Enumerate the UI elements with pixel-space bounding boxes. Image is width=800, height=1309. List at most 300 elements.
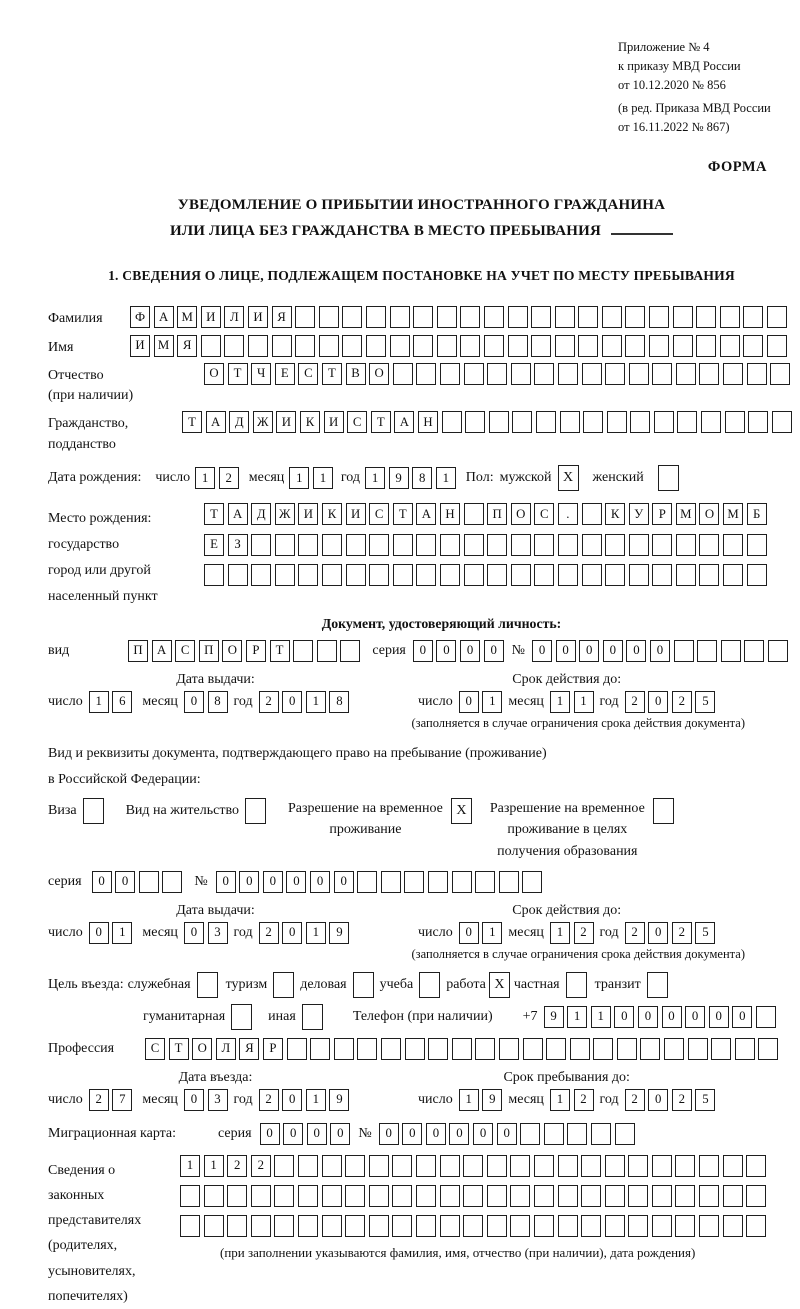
char-cell[interactable] [440,564,460,586]
char-cell[interactable] [440,363,460,385]
char-cell[interactable] [654,411,674,433]
char-cell[interactable] [511,534,531,556]
char-cell[interactable]: 0 [473,1123,493,1145]
char-cell[interactable] [345,1215,365,1237]
purpose-official-checkbox[interactable] [197,972,218,998]
char-cell[interactable] [298,534,318,556]
char-cell[interactable] [295,306,315,328]
purpose-humanitarian-checkbox[interactable] [231,1004,252,1030]
char-cell[interactable]: В [346,363,366,385]
char-cell[interactable] [428,1038,448,1060]
char-cell[interactable] [558,534,578,556]
char-cell[interactable] [464,534,484,556]
char-cell[interactable]: 1 [306,691,326,713]
char-cell[interactable] [251,1185,271,1207]
char-cell[interactable] [440,1185,460,1207]
char-cell[interactable] [723,1155,743,1177]
char-cell[interactable]: 2 [625,922,645,944]
purpose-other-checkbox[interactable] [302,1004,323,1030]
char-cell[interactable] [652,1155,672,1177]
char-cell[interactable]: Ф [130,306,150,328]
char-cell[interactable] [591,1123,611,1145]
char-cell[interactable] [416,1155,436,1177]
char-cell[interactable] [413,306,433,328]
char-cell[interactable]: 0 [532,640,552,662]
char-cell[interactable]: 0 [184,1089,204,1111]
char-cell[interactable] [298,1185,318,1207]
char-cell[interactable] [581,1155,601,1177]
char-cell[interactable] [582,503,602,525]
char-cell[interactable]: О [204,363,224,385]
char-cell[interactable] [322,1185,342,1207]
char-cell[interactable]: 9 [482,1089,502,1111]
char-cell[interactable] [688,1038,708,1060]
char-cell[interactable]: Н [440,503,460,525]
char-cell[interactable] [699,1155,719,1177]
char-cell[interactable] [747,363,767,385]
char-cell[interactable]: 1 [365,467,385,489]
char-cell[interactable] [652,564,672,586]
char-cell[interactable]: 5 [695,691,715,713]
char-cell[interactable] [605,363,625,385]
char-cell[interactable] [322,1155,342,1177]
char-cell[interactable] [440,1155,460,1177]
char-cell[interactable] [721,640,741,662]
char-cell[interactable] [463,1215,483,1237]
char-cell[interactable] [298,1215,318,1237]
char-cell[interactable]: И [346,503,366,525]
char-cell[interactable]: 5 [695,1089,715,1111]
char-cell[interactable]: 2 [259,691,279,713]
char-cell[interactable] [652,534,672,556]
char-cell[interactable] [720,306,740,328]
char-cell[interactable] [699,1185,719,1207]
char-cell[interactable]: И [298,503,318,525]
residence-permit-checkbox[interactable] [245,798,266,824]
char-cell[interactable] [768,640,788,662]
char-cell[interactable] [204,564,224,586]
char-cell[interactable] [369,534,389,556]
char-cell[interactable]: И [248,306,268,328]
char-cell[interactable] [674,640,694,662]
char-cell[interactable]: 1 [459,1089,479,1111]
char-cell[interactable]: Е [204,534,224,556]
char-cell[interactable] [743,335,763,357]
purpose-private-checkbox[interactable] [566,972,587,998]
char-cell[interactable] [649,306,669,328]
char-cell[interactable] [298,1155,318,1177]
visa-checkbox[interactable] [83,798,104,824]
char-cell[interactable] [558,1155,578,1177]
char-cell[interactable]: 0 [379,1123,399,1145]
char-cell[interactable] [392,1155,412,1177]
char-cell[interactable]: 0 [603,640,623,662]
char-cell[interactable]: 2 [251,1155,271,1177]
char-cell[interactable]: 3 [208,922,228,944]
char-cell[interactable]: 0 [310,871,330,893]
char-cell[interactable]: 2 [259,922,279,944]
char-cell[interactable] [629,534,649,556]
char-cell[interactable]: 0 [436,640,456,662]
char-cell[interactable]: Я [239,1038,259,1060]
char-cell[interactable] [464,363,484,385]
char-cell[interactable]: 1 [112,922,132,944]
char-cell[interactable] [442,411,462,433]
purpose-tourism-checkbox[interactable] [273,972,294,998]
char-cell[interactable] [345,1185,365,1207]
char-cell[interactable]: П [487,503,507,525]
char-cell[interactable] [272,335,292,357]
char-cell[interactable]: 0 [459,922,479,944]
char-cell[interactable] [555,306,575,328]
char-cell[interactable] [767,335,787,357]
char-cell[interactable]: А [152,640,172,662]
char-cell[interactable] [534,1155,554,1177]
char-cell[interactable] [640,1038,660,1060]
char-cell[interactable]: 2 [625,691,645,713]
char-cell[interactable] [630,411,650,433]
char-cell[interactable] [366,335,386,357]
char-cell[interactable] [346,534,366,556]
char-cell[interactable] [605,1155,625,1177]
char-cell[interactable]: Т [322,363,342,385]
char-cell[interactable] [696,335,716,357]
char-cell[interactable] [369,564,389,586]
char-cell[interactable] [746,1215,766,1237]
char-cell[interactable]: И [324,411,344,433]
char-cell[interactable] [464,503,484,525]
char-cell[interactable] [381,1038,401,1060]
char-cell[interactable]: 0 [685,1006,705,1028]
char-cell[interactable] [416,1215,436,1237]
char-cell[interactable] [772,411,792,433]
char-cell[interactable]: Р [652,503,672,525]
char-cell[interactable]: 0 [459,691,479,713]
char-cell[interactable] [390,306,410,328]
char-cell[interactable] [511,363,531,385]
char-cell[interactable]: 1 [567,1006,587,1028]
char-cell[interactable]: 7 [112,1089,132,1111]
char-cell[interactable] [536,411,556,433]
char-cell[interactable]: 2 [672,922,692,944]
char-cell[interactable]: 1 [591,1006,611,1028]
char-cell[interactable]: 1 [204,1155,224,1177]
char-cell[interactable] [484,306,504,328]
char-cell[interactable]: 0 [184,691,204,713]
char-cell[interactable]: 2 [574,1089,594,1111]
char-cell[interactable]: С [369,503,389,525]
char-cell[interactable]: 0 [260,1123,280,1145]
char-cell[interactable] [520,1123,540,1145]
char-cell[interactable] [180,1185,200,1207]
char-cell[interactable] [675,1155,695,1177]
char-cell[interactable] [345,1155,365,1177]
char-cell[interactable] [274,1185,294,1207]
purpose-transit-checkbox[interactable] [647,972,668,998]
char-cell[interactable]: 0 [709,1006,729,1028]
char-cell[interactable] [475,871,495,893]
char-cell[interactable] [319,335,339,357]
char-cell[interactable] [652,1185,672,1207]
char-cell[interactable]: 9 [544,1006,564,1028]
char-cell[interactable]: К [605,503,625,525]
char-cell[interactable]: 0 [484,640,504,662]
char-cell[interactable]: 1 [436,467,456,489]
char-cell[interactable] [510,1155,530,1177]
char-cell[interactable]: 0 [648,1089,668,1111]
char-cell[interactable] [602,306,622,328]
char-cell[interactable] [287,1038,307,1060]
char-cell[interactable]: К [322,503,342,525]
char-cell[interactable] [628,1185,648,1207]
char-cell[interactable]: С [534,503,554,525]
char-cell[interactable] [652,363,672,385]
char-cell[interactable] [227,1185,247,1207]
char-cell[interactable] [340,640,360,662]
char-cell[interactable] [582,534,602,556]
char-cell[interactable] [558,1185,578,1207]
char-cell[interactable] [581,1185,601,1207]
char-cell[interactable] [746,1185,766,1207]
char-cell[interactable] [366,306,386,328]
char-cell[interactable] [570,1038,590,1060]
char-cell[interactable] [342,335,362,357]
char-cell[interactable] [629,363,649,385]
gender-female-checkbox[interactable] [658,465,679,491]
char-cell[interactable] [558,363,578,385]
char-cell[interactable] [699,1215,719,1237]
char-cell[interactable] [416,363,436,385]
char-cell[interactable]: 0 [402,1123,422,1145]
char-cell[interactable]: 0 [413,640,433,662]
char-cell[interactable]: 0 [282,1089,302,1111]
char-cell[interactable] [413,335,433,357]
char-cell[interactable]: 8 [208,691,228,713]
char-cell[interactable]: 0 [556,640,576,662]
char-cell[interactable] [228,564,248,586]
char-cell[interactable] [699,363,719,385]
char-cell[interactable]: П [128,640,148,662]
char-cell[interactable]: М [723,503,743,525]
char-cell[interactable]: 1 [550,691,570,713]
char-cell[interactable]: 1 [180,1155,200,1177]
char-cell[interactable] [508,306,528,328]
char-cell[interactable] [582,363,602,385]
char-cell[interactable] [139,871,159,893]
char-cell[interactable]: 1 [482,691,502,713]
char-cell[interactable] [605,534,625,556]
char-cell[interactable] [607,411,627,433]
char-cell[interactable] [452,1038,472,1060]
char-cell[interactable]: О [222,640,242,662]
char-cell[interactable] [390,335,410,357]
char-cell[interactable] [162,871,182,893]
char-cell[interactable]: 0 [307,1123,327,1145]
char-cell[interactable]: Т [204,503,224,525]
char-cell[interactable]: А [228,503,248,525]
char-cell[interactable] [767,306,787,328]
char-cell[interactable] [617,1038,637,1060]
char-cell[interactable]: 0 [239,871,259,893]
char-cell[interactable] [317,640,337,662]
char-cell[interactable] [676,363,696,385]
char-cell[interactable] [201,335,221,357]
char-cell[interactable]: 1 [306,1089,326,1111]
char-cell[interactable]: 0 [732,1006,752,1028]
char-cell[interactable]: 2 [672,691,692,713]
char-cell[interactable] [725,411,745,433]
char-cell[interactable] [593,1038,613,1060]
char-cell[interactable] [560,411,580,433]
char-cell[interactable]: Л [216,1038,236,1060]
char-cell[interactable] [534,1185,554,1207]
char-cell[interactable]: 0 [662,1006,682,1028]
char-cell[interactable] [673,335,693,357]
char-cell[interactable] [357,1038,377,1060]
char-cell[interactable] [534,363,554,385]
char-cell[interactable]: 3 [208,1089,228,1111]
char-cell[interactable] [523,1038,543,1060]
char-cell[interactable]: А [206,411,226,433]
char-cell[interactable] [464,564,484,586]
char-cell[interactable] [699,534,719,556]
char-cell[interactable]: М [177,306,197,328]
char-cell[interactable] [274,1155,294,1177]
char-cell[interactable] [723,564,743,586]
char-cell[interactable] [720,335,740,357]
char-cell[interactable]: 0 [626,640,646,662]
char-cell[interactable] [744,640,764,662]
char-cell[interactable] [522,871,542,893]
char-cell[interactable] [275,534,295,556]
char-cell[interactable]: 0 [334,871,354,893]
char-cell[interactable] [463,1185,483,1207]
char-cell[interactable]: 0 [579,640,599,662]
char-cell[interactable] [437,335,457,357]
char-cell[interactable]: 0 [650,640,670,662]
char-cell[interactable] [487,363,507,385]
char-cell[interactable]: С [298,363,318,385]
char-cell[interactable] [649,335,669,357]
char-cell[interactable] [487,1155,507,1177]
char-cell[interactable] [204,1215,224,1237]
char-cell[interactable] [605,1185,625,1207]
char-cell[interactable]: И [130,335,150,357]
char-cell[interactable]: 2 [574,922,594,944]
char-cell[interactable] [723,1215,743,1237]
char-cell[interactable]: И [201,306,221,328]
char-cell[interactable] [558,564,578,586]
char-cell[interactable] [357,871,377,893]
char-cell[interactable] [676,564,696,586]
char-cell[interactable] [298,564,318,586]
char-cell[interactable] [770,363,790,385]
char-cell[interactable] [346,564,366,586]
char-cell[interactable]: Д [229,411,249,433]
char-cell[interactable] [567,1123,587,1145]
char-cell[interactable] [465,411,485,433]
purpose-work-checkbox[interactable]: X [489,972,510,998]
char-cell[interactable] [334,1038,354,1060]
char-cell[interactable] [381,871,401,893]
char-cell[interactable] [487,1185,507,1207]
char-cell[interactable] [224,335,244,357]
char-cell[interactable]: 5 [695,922,715,944]
char-cell[interactable]: Т [371,411,391,433]
purpose-study-checkbox[interactable] [419,972,440,998]
char-cell[interactable] [652,1215,672,1237]
char-cell[interactable]: 0 [184,922,204,944]
char-cell[interactable] [404,871,424,893]
char-cell[interactable] [293,640,313,662]
char-cell[interactable] [510,1185,530,1207]
char-cell[interactable]: И [276,411,296,433]
char-cell[interactable]: Л [224,306,244,328]
char-cell[interactable] [393,363,413,385]
char-cell[interactable]: 0 [449,1123,469,1145]
char-cell[interactable]: М [676,503,696,525]
char-cell[interactable]: 8 [329,691,349,713]
char-cell[interactable]: 6 [112,691,132,713]
char-cell[interactable]: О [192,1038,212,1060]
char-cell[interactable] [531,306,551,328]
char-cell[interactable] [416,534,436,556]
char-cell[interactable] [748,411,768,433]
char-cell[interactable]: 0 [282,691,302,713]
char-cell[interactable] [393,564,413,586]
char-cell[interactable] [582,564,602,586]
char-cell[interactable]: Т [169,1038,189,1060]
char-cell[interactable] [487,1215,507,1237]
char-cell[interactable] [405,1038,425,1060]
char-cell[interactable] [746,1155,766,1177]
char-cell[interactable]: 0 [497,1123,517,1145]
char-cell[interactable] [322,1215,342,1237]
char-cell[interactable] [605,1215,625,1237]
char-cell[interactable]: Я [177,335,197,357]
char-cell[interactable]: 0 [426,1123,446,1145]
char-cell[interactable] [664,1038,684,1060]
char-cell[interactable] [546,1038,566,1060]
char-cell[interactable]: 0 [283,1123,303,1145]
char-cell[interactable] [723,534,743,556]
char-cell[interactable] [758,1038,778,1060]
char-cell[interactable] [701,411,721,433]
char-cell[interactable] [204,1185,224,1207]
char-cell[interactable] [475,1038,495,1060]
char-cell[interactable]: 1 [550,1089,570,1111]
char-cell[interactable]: 1 [306,922,326,944]
char-cell[interactable]: 0 [286,871,306,893]
char-cell[interactable]: У [629,503,649,525]
char-cell[interactable]: О [369,363,389,385]
char-cell[interactable]: 1 [313,467,333,489]
char-cell[interactable] [747,534,767,556]
char-cell[interactable]: 0 [614,1006,634,1028]
char-cell[interactable]: Т [182,411,202,433]
char-cell[interactable] [227,1215,247,1237]
char-cell[interactable]: А [154,306,174,328]
char-cell[interactable]: Т [228,363,248,385]
char-cell[interactable]: 0 [92,871,112,893]
char-cell[interactable]: 1 [289,467,309,489]
char-cell[interactable] [251,564,271,586]
char-cell[interactable] [452,871,472,893]
char-cell[interactable] [675,1185,695,1207]
char-cell[interactable]: 2 [625,1089,645,1111]
gender-male-checkbox[interactable]: X [558,465,579,491]
char-cell[interactable] [735,1038,755,1060]
